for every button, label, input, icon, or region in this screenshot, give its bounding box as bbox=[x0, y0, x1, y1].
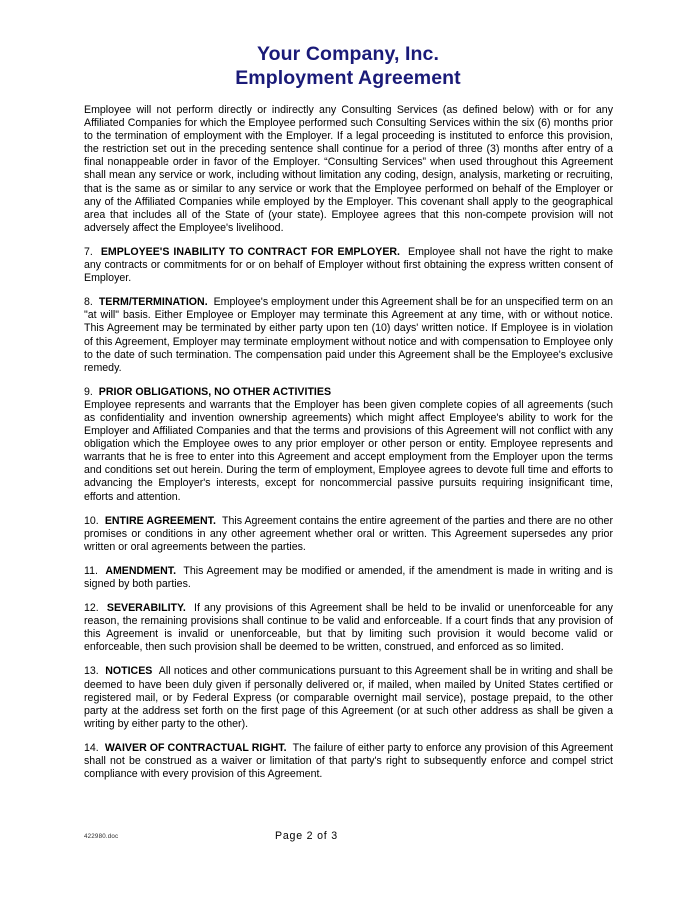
section-text: This Agreement contains the entire agreement of the parties and there are no other promises or conditions in any other agreement whether oral or written. This Agreement supersedes any prior written or oral agreements between the parties. bbox=[84, 514, 613, 553]
title-document-line: Employment Agreement bbox=[235, 67, 461, 89]
document-body bbox=[84, 104, 613, 781]
section-heading: EMPLOYEE'S INABILITY TO CONTRACT FOR EMPLOYER. bbox=[100, 245, 401, 258]
footer-page-number: Page 2 of 3 bbox=[275, 830, 338, 842]
section-text: Employee shall not have the right to make any contracts or commitments for or on behalf of Employer without first obtaining the express written consent of Employer. bbox=[84, 245, 613, 285]
section-heading: NOTICES bbox=[105, 665, 153, 678]
footer-file-name: 422980.doc bbox=[84, 833, 119, 840]
page-footer bbox=[84, 830, 613, 846]
section-number: 13. bbox=[84, 665, 106, 678]
section-text: All notices and other communications pursuant to this Agreement shall be in writing and shall be deemed to have been duly given if personally delivered or, if mailed, when mailed by United States certified or registered mail, or by Federal Express (or comparable overnight mail service), postage prepaid, to the other party at the address set forth on the first page of this Agreement (or at such other address as shall be given a writing by either party to the other). bbox=[84, 665, 613, 730]
section-text: Employee represents and warrants that the Employer has been given complete copies of all agreements (such as confidentiality and invention ownership agreements) which might affect Employee's ability to work for the Employer and Affiliated Companies and that the terms and provisions of this Agreement will not conflict with any obligation which the Employee owes to any prior employer or other person or entity. Employee represents and warrants that he is free to enter into this Agreement and accept employment from the Employer upon the terms and conditions set out herein. During the term of employment, Employee agrees to devote full time and efforts to advancing the Employer's interests, except for noncommercial passive pursuits requiring insignificant time, efforts and attention. bbox=[84, 398, 613, 503]
paragraph-section-11 bbox=[84, 565, 613, 591]
section-number: 9. bbox=[84, 385, 99, 398]
section-text: This Agreement may be modified or amended, if the amendment is made in writing and is signed by both parties. bbox=[84, 564, 613, 590]
paragraph-section-14 bbox=[84, 742, 613, 781]
section-text: Employee will not perform directly or indirectly any Consulting Services (as defined below) with or for any Affiliated Companies for which the Employee performed such Consulting Services within the six (6) months prior to the termination of employment with the Employer. If a legal proceeding is instituted to enforce this provision, the restriction set out in the preceding sentence shall continue for a period of three (3) months after entry of a final nonappeable order in favor of the Employer. “Consulting Services” when used throughout this Agreement shall mean any service or work, including without limitation any coding, design, analysis, marketing or recruiting, that is the same as or similar to any service or work that the Employee performed on behalf of the Employer or any of the Affiliated Companies while employed by the Employer. This covenant shall apply to the geographical area that includes all of the State of (your state). Employee agrees that this non-compete provision will not adversely affect the Employee's livelihood. bbox=[84, 104, 613, 234]
section-heading: TERM/TERMINATION. bbox=[98, 296, 208, 309]
section-heading: WAIVER OF CONTRACTUAL RIGHT. bbox=[104, 741, 287, 754]
paragraph-section-13 bbox=[84, 665, 613, 730]
section-text: The failure of either party to enforce any provision of this Agreement shall not be construed as a waiver or limitation of that party's right to subsequently enforce and compel strict compliance with every provision of this Agreement. bbox=[84, 741, 613, 781]
paragraph-section-12 bbox=[84, 602, 613, 654]
section-number: 10. bbox=[84, 514, 105, 527]
paragraph-non-compete-continued bbox=[84, 104, 613, 235]
section-number: 12. bbox=[84, 602, 107, 615]
section-heading: PRIOR OBLIGATIONS, NO OTHER ACTIVITIES bbox=[98, 385, 332, 398]
section-heading: SEVERABILITY. bbox=[106, 602, 186, 615]
paragraph-section-9 bbox=[84, 386, 613, 504]
title-company-line: Your Company, Inc. bbox=[256, 43, 439, 65]
paragraph-section-7 bbox=[84, 246, 613, 285]
section-heading: ENTIRE AGREEMENT. bbox=[104, 514, 216, 527]
page-title bbox=[0, 0, 696, 90]
section-number: 14. bbox=[84, 741, 105, 754]
section-number: 7. bbox=[84, 245, 101, 258]
section-text: Employee's employment under this Agreement shall be for an unspecified term on an "at will" basis. Either Employee or Employer may terminate this Agreement at any time, with or without notice. This Agreement may be terminated by either party upon ten (10) days' written notice. If Employee is in violation of this Agreement, Employer may terminate employment without notice and with compensation to Employee only to the date of such termination. The compensation paid under this Agreement shall be the Employee's exclusive remedy. bbox=[84, 296, 613, 374]
section-text: If any provisions of this Agreement shall be held to be invalid or unenforceable for any reason, the remaining provisions shall continue to be valid and enforceable. If a court finds that any provision of this Agreement is invalid or unenforceable, but that by limiting such provision it would become valid or enforceable, then such provision shall be deemed to be written, construed, and enforced as so limited. bbox=[84, 602, 613, 654]
section-number: 11. bbox=[84, 564, 106, 577]
section-number: 8. bbox=[84, 296, 99, 309]
section-heading: AMENDMENT. bbox=[105, 564, 177, 577]
paragraph-section-8 bbox=[84, 296, 613, 375]
paragraph-section-10 bbox=[84, 515, 613, 554]
